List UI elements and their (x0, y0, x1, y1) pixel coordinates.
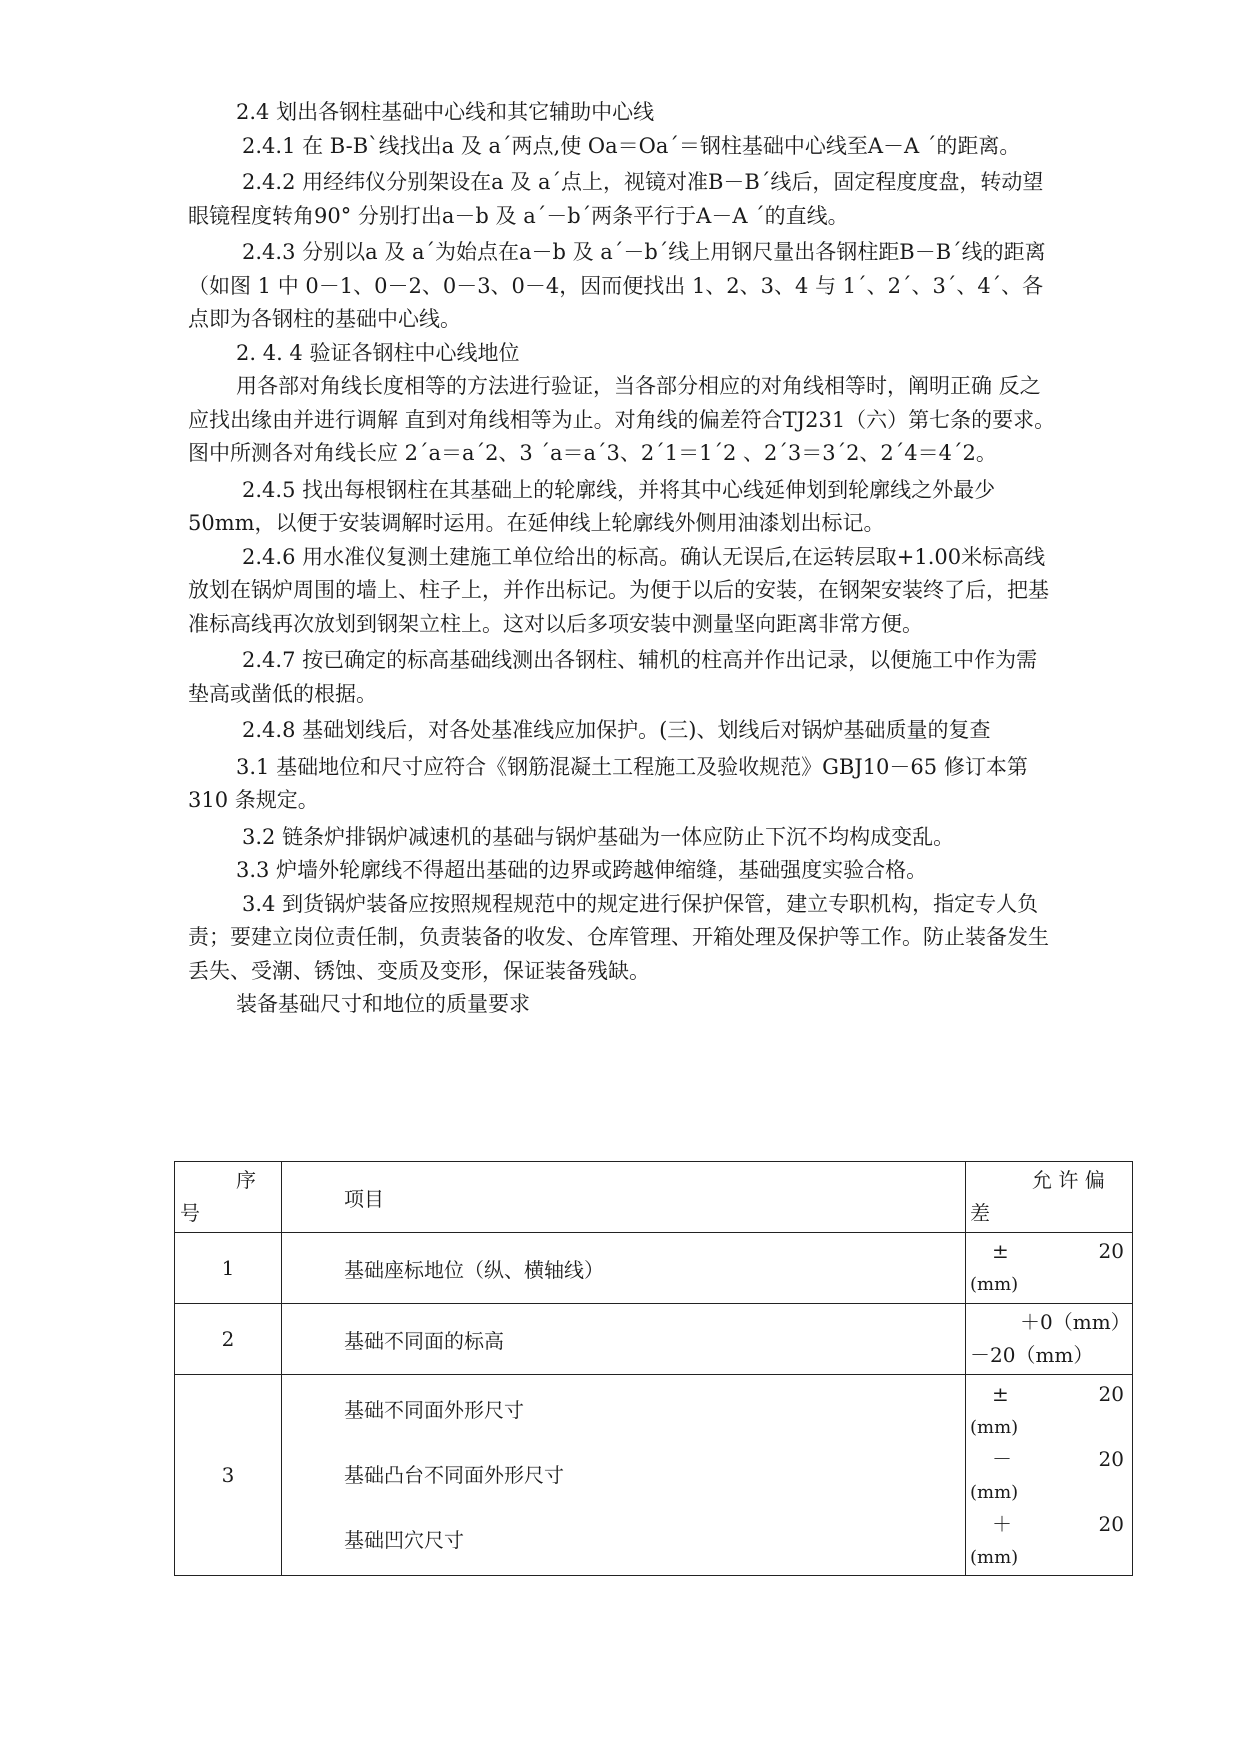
paragraph-verify: 用各部对角线长度相等的方法进行验证，当各部分相应的对角线相等时，阐明正确 反之应找出缘由并进行调解 直到对角线相等为止。对角线的偏差符合TJ231（六）第七条的要求。图中所测各对角线长应 2´a＝a´2、3 ´a＝a´3、2´1＝1´2 、2´3＝3´2、2´4＝4´2。 (188, 374, 1056, 465)
paragraph-3-4: 3.4 到货锅炉装备应按照规程规范中的规定进行保护保管，建立专职机构，指定专人负责；要建立岗位责任制，负责装备的收发、仓库管理、开箱处理及保护等工作。防止装备发生丢失、受潮、锈蚀、变质及变形，保证装备残缺。 (188, 891, 1049, 983)
row-1-unit: (mm) (970, 1274, 1019, 1295)
paragraph-2-4-6: 2.4.6 用水准仪复测土建施工单位给出的标高。确认无误后,在运转层取+1.00米标高线放划在锅炉周围的墙上、柱子上，并作出标记。为便于以后的安装，在钢架安装终了后，把基准标高线再次放划到钢架立柱上。这对以后多项安装中测量坚向距离非常方便。 (188, 544, 1049, 636)
row-3-tol-2-value: 20 (1098, 1446, 1124, 1471)
row-2-tolerance (966, 1304, 1133, 1375)
paragraph-2-4-1: 2.4.1 在 B-B`线找出a 及 a´两点,使 Oa＝Oa´＝钢柱基础中心线至A－A ´的距离。 (242, 133, 1021, 158)
heading-2-4: 2.4 划出各钢柱基础中心线和其它辅助中心线 (236, 100, 655, 124)
row-3-item-3: 基础凹穴尺寸 (344, 1527, 464, 1552)
paragraph-3-3: 3.3 炉墙外轮廓线不得超出基础的边界或跨越伸缩缝，基础强度实验合格。 (236, 858, 928, 882)
header-item: 项目 (282, 1162, 966, 1233)
heading-2-4-4: 2. 4. 4 验证各钢柱中心线地位 (236, 340, 520, 365)
row-3-item-1: 基础不同面外形尺寸 (344, 1397, 524, 1422)
row-3-tol-3 (970, 1508, 1128, 1573)
paragraph-3-1: 3.1 基础地位和尺寸应符合《钢筋混凝土工程施工及验收规范》GBJ10－65 修订本第310 条规定。 (188, 754, 1028, 812)
paragraph-2-4-3: 2.4.3 分别以a 及 a´为始点在a－b 及 a´－b´线上用钢尺量出各钢柱距B－B´线的距离（如图 1 中 0－1、0－2、0－3、0－4，因而便找出 1、2、3、4 与 1´、2´、3´、4´、各点即为各钢柱的基础中心线。 (188, 240, 1046, 331)
table-row (175, 1233, 1133, 1304)
row-2-item: 基础不同面的标高 (282, 1304, 966, 1375)
paragraph-2-4-7: 2.4.7 按已确定的标高基础线测出各钢柱、辅机的柱高并作出记录，以便施工中作为需垫高或凿低的根据。 (188, 648, 1038, 706)
row-3-tol-2-unit: (mm) (970, 1481, 1019, 1503)
table-row (175, 1375, 1133, 1576)
row-3-tol-2-sign: － (992, 1446, 1012, 1471)
row-1-value: 20 (1098, 1239, 1124, 1263)
row-1-sign: ± (992, 1239, 1009, 1263)
paragraph-2-4-2: 2.4.2 用经纬仪分别架设在a 及 a´点上，视镜对准B－B´线后，固定程度度盘，转动望眼镜程度转角90° 分别打出a－b 及 a´－b´两条平行于A－A ´的直线。 (188, 170, 1044, 228)
row-1-seq: 1 (175, 1233, 282, 1304)
row-3-tol-3-unit: (mm) (970, 1546, 1019, 1568)
paragraph-3-2: 3.2 链条炉排锅炉减速机的基础与锅炉基础为一体应防止下沉不均构成变乱。 (242, 824, 955, 849)
header-tolerance-bottom: 差 (970, 1201, 990, 1225)
row-3-tol-3-value: 20 (1098, 1511, 1124, 1536)
row-2-upper: ＋0（mm） (1020, 1310, 1131, 1334)
row-3-tol-1 (970, 1378, 1128, 1443)
row-1-item: 基础座标地位（纵、横轴线） (282, 1233, 966, 1304)
header-seq-bottom: 号 (180, 1201, 200, 1225)
table-caption: 装备基础尺寸和地位的质量要求 (236, 992, 530, 1016)
row-3-tol-2 (970, 1443, 1128, 1508)
header-tolerance-top: 允 许 偏 (1032, 1168, 1105, 1192)
row-3-tolerances (966, 1375, 1133, 1576)
row-3-item-2: 基础凸台不同面外形尺寸 (344, 1462, 564, 1487)
row-3-tol-1-unit: (mm) (970, 1416, 1019, 1438)
quality-requirements-table (174, 1161, 1133, 1576)
paragraph-2-4-8: 2.4.8 基础划线后，对各处基准线应加保护。(三)、划线后对锅炉基础质量的复查 (242, 718, 991, 742)
header-seq-top: 序 (236, 1168, 256, 1192)
row-3-tol-1-value: 20 (1098, 1381, 1124, 1406)
row-3-tol-1-sign: ± (992, 1381, 1009, 1406)
header-tolerance (966, 1162, 1133, 1233)
table-row (175, 1304, 1133, 1375)
body-text (188, 96, 1058, 1022)
row-1-tolerance (966, 1233, 1133, 1304)
row-2-lower: －20（mm） (970, 1343, 1094, 1367)
row-3-seq: 3 (175, 1375, 282, 1576)
row-3-items (282, 1375, 966, 1576)
paragraph-2-4-5: 2.4.5 找出每根钢柱在其基础上的轮廓线，并将其中心线延伸划到轮廓线之外最少 50mm，以便于安装调解时运用。在延伸线上轮廓线外侧用油漆划出标记。 (188, 477, 996, 535)
header-seq (175, 1162, 282, 1233)
table-header-row (175, 1162, 1133, 1233)
row-3-tol-3-sign: ＋ (992, 1511, 1012, 1536)
row-2-seq: 2 (175, 1304, 282, 1375)
